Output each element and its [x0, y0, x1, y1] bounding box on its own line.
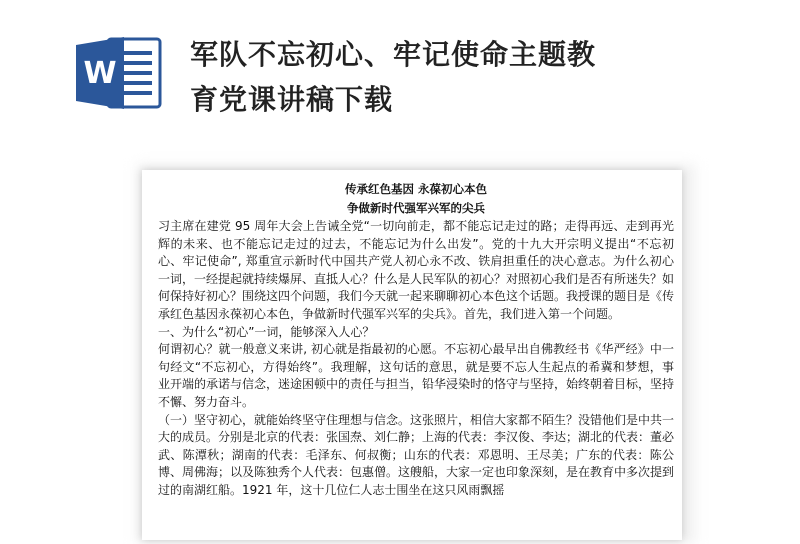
document-paragraph: 何谓初心？就一般意义来讲, 初心就是指最初的心愿。不忘初心最早出自佛教经书《华严经》中一句经文“不忘初心，方得始终”。我理解，这句话的意思，就是要不忘人生起点的希冀和梦想，事业开端的承诺与信念，迷途困顿中的责任与担当，铅华浸染时的恪守与坚持，始终朝着目标，坚持不懈、努力奋斗。 — [158, 342, 675, 409]
word-icon-letter: W — [83, 56, 117, 91]
document-content — [158, 180, 674, 500]
page-title-line-1: 军队不忘初心、牢记使命主题教 — [190, 38, 597, 71]
document-preview[interactable] — [142, 170, 682, 540]
document-paragraph: 习主席在建党 95 周年大会上告诫全党“一切向前走，都不能忘记走过的路；走得再远、走到再光辉的未来、也不能忘记走过的过去，不能忘记为什么出发”。党的十九大开宗明义提出“不忘初心、牢记使命”, 郑重宣示新时代中国共产党人初心永不改、铁肩担重任的决心意志。为什么初心一词，一经提起就持续爆屏、直抵人心？什么是人民军队的初心？对照初心我们是否有所迷失？如何保持好初心？围绕这四个问题，我们今天就一起来聊聊初心本色这个话题。我授课的题目是《传承红色基因永葆初心本色，争做新时代强军兴军的尖兵》。首先，我们进入第一个问题。 — [158, 219, 675, 321]
document-title-line-1: 传承红色基因 永葆初心本色 — [344, 182, 487, 196]
page-title — [190, 32, 790, 122]
header — [0, 0, 800, 160]
document-paragraph: （一）坚守初心，就能始终坚守住理想与信念。这张照片，相信大家都不陌生？没错他们是中共一大的成员。分别是北京的代表：张国焘、刘仁静；上海的代表：李汉俊、李达；湖北的代表：董必武、陈潭秋；湖南的代表：毛泽东、何叔衡；山东的代表：邓恩明、王尽美；广东的代表：陈公博、周佛海；以及陈独秀个人代表：包惠僧。这艘船，大家一定也印象深刻，是在教育中多次提到过的南湖红船。1921 年，这十几位仁人志士围坐在这只风雨飘摇 — [158, 412, 675, 497]
page-title-line-2: 育党课讲稿下载 — [190, 83, 394, 116]
document-heading: 一、为什么“初心”一词，能够深入人心？ — [158, 324, 375, 339]
word-document-icon — [74, 33, 166, 113]
document-title-line-2: 争做新时代强军兴军的尖兵 — [347, 201, 485, 215]
